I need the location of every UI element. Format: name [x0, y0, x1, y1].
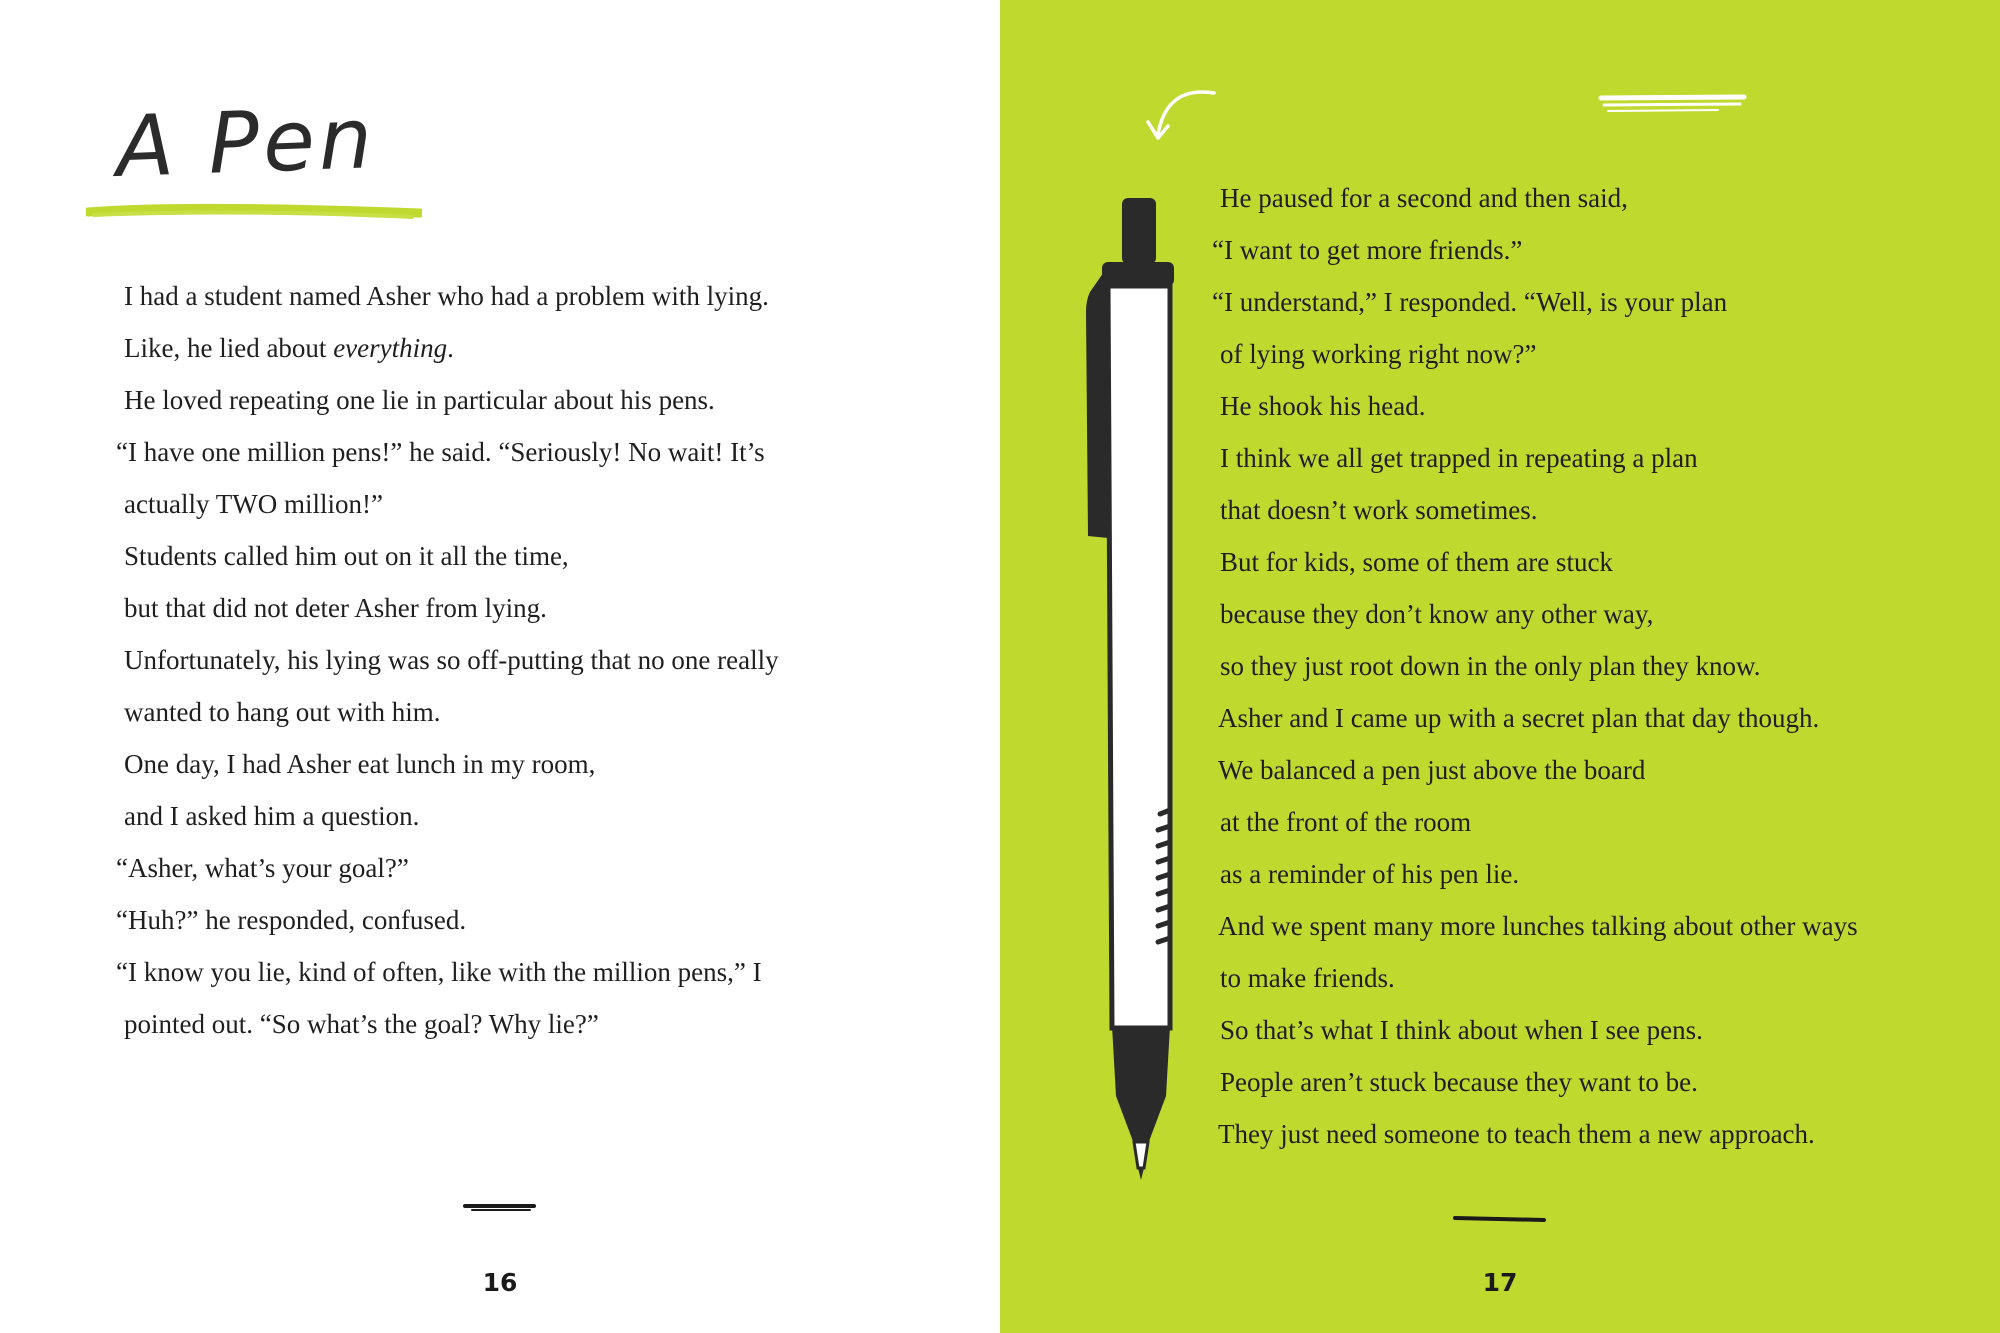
text-line: People aren’t stuck because they want to be.	[1220, 1067, 1698, 1097]
text-line: wanted to hang out with him.	[124, 697, 441, 727]
curved-arrow-icon	[1142, 86, 1218, 148]
white-scribble-stroke	[1598, 92, 1748, 116]
text-line: “I want to get more friends.”	[1212, 235, 1523, 265]
text-line: “Asher, what’s your goal?”	[116, 853, 409, 883]
text-line: so they just root down in the only plan they know.	[1220, 651, 1761, 681]
text-line: because they don’t know any other way,	[1220, 599, 1654, 629]
right-page-text	[1212, 172, 1858, 1160]
emphasis-text: everything	[333, 333, 448, 363]
text-line: But for kids, some of them are stuck	[1220, 547, 1613, 577]
text-line: that doesn’t work sometimes.	[1220, 495, 1538, 525]
text-line: They just need someone to teach them a new approach.	[1218, 1119, 1815, 1149]
text-line: but that did not deter Asher from lying.	[124, 593, 547, 623]
text-line: pointed out. “So what’s the goal? Why lie?”	[124, 1009, 599, 1039]
text-line: as a reminder of his pen lie.	[1220, 859, 1520, 889]
text-line: Unfortunately, his lying was so off-putting that no one really	[124, 645, 779, 675]
text-line: I think we all get trapped in repeating a plan	[1220, 443, 1698, 473]
page-divider-dash	[462, 1200, 538, 1214]
text-line: And we spent many more lunches talking about other ways	[1218, 911, 1858, 941]
left-page-text	[116, 270, 779, 1050]
text-line: “I have one million pens!” he said. “Seriously! No wait! It’s	[116, 437, 765, 467]
text-line: at the front of the room	[1220, 807, 1472, 837]
text-line: He loved repeating one lie in particular about his pens.	[124, 385, 715, 415]
text-line: of lying working right now?”	[1220, 339, 1537, 369]
text-line: One day, I had Asher eat lunch in my room,	[124, 749, 596, 779]
page-number: 16	[482, 1268, 518, 1297]
page-divider-dash	[1452, 1212, 1548, 1226]
text-line: We balanced a pen just above the board	[1218, 755, 1646, 785]
text-line: So that’s what I think about when I see pens.	[1220, 1015, 1703, 1045]
text-line: He shook his head.	[1220, 391, 1426, 421]
text-line: and I asked him a question.	[124, 801, 420, 831]
text-line: Asher and I came up with a secret plan that day though.	[1218, 703, 1820, 733]
text-line: I had a student named Asher who had a problem with lying.	[124, 281, 769, 311]
text-line: Students called him out on it all the time,	[124, 541, 569, 571]
text-line: “I know you lie, kind of often, like with the million pens,” I	[116, 957, 762, 987]
text-line: to make friends.	[1220, 963, 1395, 993]
page-title: A Pen	[114, 88, 378, 196]
title-underline-stroke	[86, 200, 422, 222]
text-line: “I understand,” I responded. “Well, is your plan	[1212, 287, 1728, 317]
pen-icon	[1078, 196, 1178, 1182]
text-line: actually TWO million!”	[124, 489, 383, 519]
text-line: He paused for a second and then said,	[1220, 183, 1628, 213]
page-number: 17	[1482, 1268, 1518, 1297]
text-line: “Huh?” he responded, confused.	[116, 905, 467, 935]
text-line: Like, he lied about everything.	[124, 333, 454, 363]
